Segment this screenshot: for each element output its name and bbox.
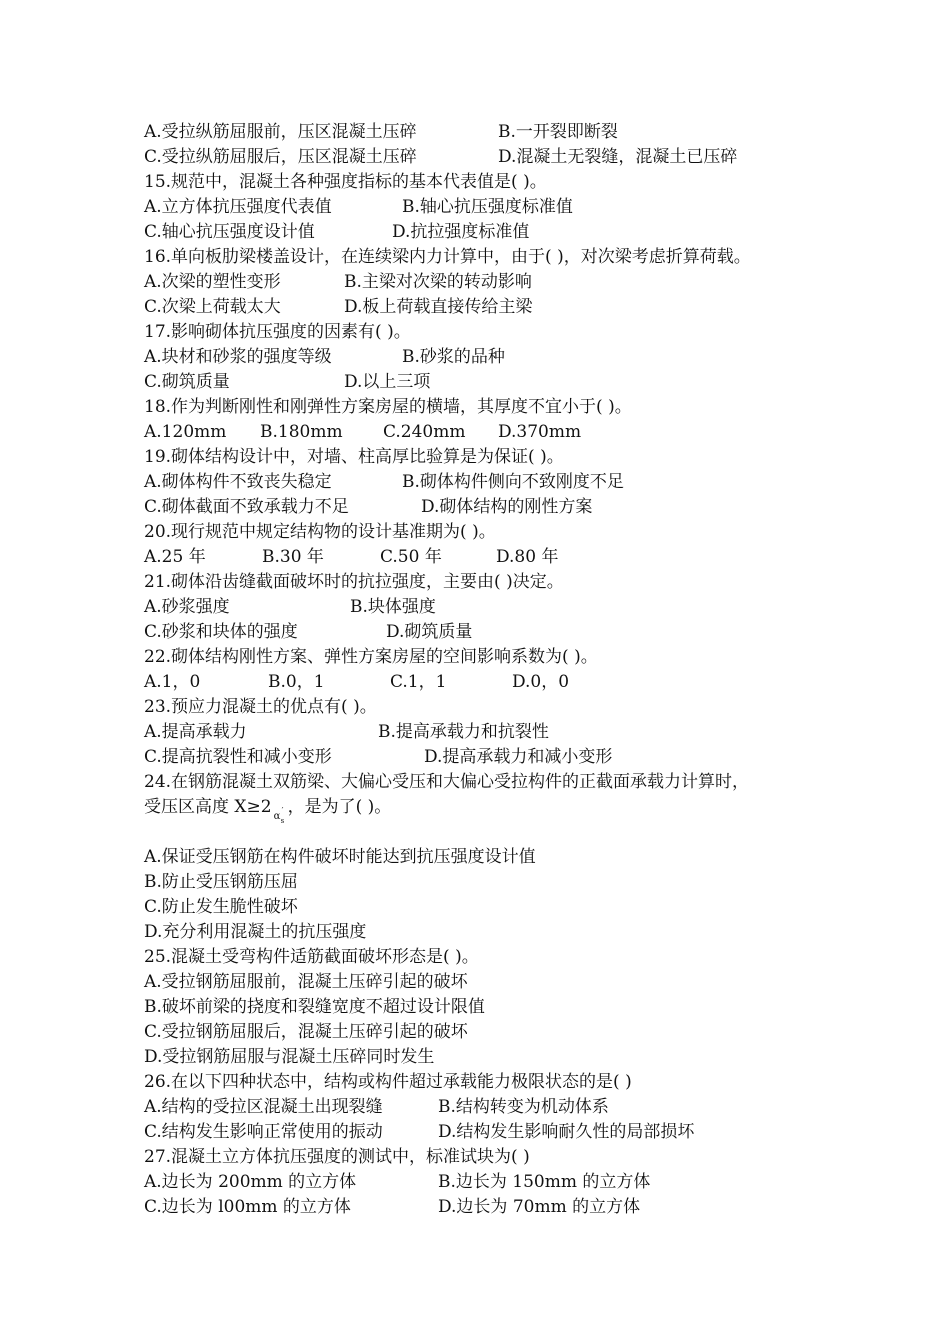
q24-option-a: A.保证受压钢筋在构件破坏时能达到抗压强度设计值: [144, 847, 536, 867]
alpha-glyph: α: [273, 811, 281, 822]
q27-option-a: A.边长为 200mm 的立方体: [144, 1172, 357, 1192]
q18-option-b: B.180mm: [260, 422, 343, 442]
q14-option-b: B.一开裂即断裂: [498, 122, 618, 142]
exam-page: [144, 120, 844, 1220]
alpha-prime: ′: [281, 806, 284, 815]
q26-option-a: A.结构的受拉区混凝土出现裂缝: [144, 1097, 383, 1117]
q22-option-c: C.1，1: [390, 672, 447, 692]
q23-option-c: C.提高抗裂性和减小变形: [144, 747, 332, 767]
q22-options: [144, 670, 844, 695]
q26-option-d: D.结构发生影响耐久性的局部损坏: [438, 1122, 695, 1142]
q21-option-d: D.砌筑质量: [386, 622, 473, 642]
q25-option-a: A.受拉钢筋屈服前，混凝土压碎引起的破坏: [144, 972, 468, 992]
alpha-subscript: s: [280, 817, 285, 825]
q19-option-d: D.砌体结构的刚性方案: [421, 497, 593, 517]
q14-options-ab: [144, 120, 844, 145]
q26-options-ab: [144, 1095, 844, 1120]
q14-option-d: D.混凝土无裂缝，混凝土已压碎: [498, 147, 738, 167]
q18-option-a: A.120mm: [144, 422, 227, 442]
q17-stem: 17.影响砌体抗压强度的因素有( )。: [144, 322, 411, 342]
q20-options: [144, 545, 844, 570]
q24-option-d: D.充分利用混凝土的抗压强度: [144, 922, 367, 942]
q23-options-cd: [144, 745, 844, 770]
q24-stem-after: ，是为了( )。: [287, 797, 392, 817]
q27-options-ab: [144, 1170, 844, 1195]
q17-option-d: D.以上三项: [344, 372, 431, 392]
q16-option-d: D.板上荷载直接传给主梁: [344, 297, 533, 317]
q18-options: [144, 420, 844, 445]
q23-option-a: A.提高承载力: [144, 722, 247, 742]
q26-option-c: C.结构发生影响正常使用的振动: [144, 1122, 383, 1142]
q21-options-cd: [144, 620, 844, 645]
q17-options-cd: [144, 370, 844, 395]
q18-option-d: D.370mm: [498, 422, 582, 442]
q15-option-c: C.轴心抗压强度设计值: [144, 222, 315, 242]
q24-stem-line2: [144, 795, 844, 845]
q27-option-c: C.边长为 l00mm 的立方体: [144, 1197, 351, 1217]
q27-option-b: B.边长为 150mm 的立方体: [438, 1172, 651, 1192]
alpha-s-prime-symbol: [272, 795, 288, 825]
q21-option-c: C.砂浆和块体的强度: [144, 622, 298, 642]
q19-stem: 19.砌体结构设计中，对墙、柱高厚比验算是为保证( )。: [144, 447, 564, 467]
q16-option-a: A.次梁的塑性变形: [144, 272, 281, 292]
q16-option-b: B.主梁对次梁的转动影响: [344, 272, 532, 292]
q15-stem: 15.规范中，混凝土各种强度指标的基本代表值是( )。: [144, 172, 547, 192]
q18-stem: 18.作为判断刚性和刚弹性方案房屋的横墙，其厚度不宜小于( )。: [144, 397, 632, 417]
q19-option-a: A.砌体构件不致丧失稳定: [144, 472, 332, 492]
q27-option-d: D.边长为 70mm 的立方体: [438, 1197, 641, 1217]
q21-option-b: B.块体强度: [350, 597, 436, 617]
q27-stem: 27.混凝土立方体抗压强度的测试中，标准试块为( ): [144, 1147, 530, 1167]
q16-options-cd: [144, 295, 844, 320]
q19-options-cd: [144, 495, 844, 520]
q15-options-cd: [144, 220, 844, 245]
q23-stem: 23.预应力混凝土的优点有( )。: [144, 697, 377, 717]
q17-option-c: C.砌筑质量: [144, 372, 230, 392]
q16-stem: 16.单向板肋梁楼盖设计，在连续梁内力计算中，由于( )，对次梁考虑折算荷载。: [144, 247, 751, 267]
q16-options-ab: [144, 270, 844, 295]
q25-stem: 25.混凝土受弯构件适筋截面破坏形态是( )。: [144, 947, 479, 967]
q24-option-b: B.防止受压钢筋压屈: [144, 872, 298, 892]
q15-options-ab: [144, 195, 844, 220]
q20-option-c: C.50 年: [380, 547, 442, 567]
q26-stem: 26.在以下四种状态中，结构或构件超过承载能力极限状态的是( ): [144, 1072, 632, 1092]
q24-stem-before: 受压区高度 X≥2: [144, 797, 272, 817]
q17-options-ab: [144, 345, 844, 370]
q18-option-c: C.240mm: [383, 422, 466, 442]
q17-option-a: A.块材和砂浆的强度等级: [144, 347, 332, 367]
q26-options-cd: [144, 1120, 844, 1145]
q26-option-b: B.结构转变为机动体系: [438, 1097, 609, 1117]
q16-option-c: C.次梁上荷载太大: [144, 297, 281, 317]
q25-option-b: B.破坏前梁的挠度和裂缝宽度不超过设计限值: [144, 997, 485, 1017]
q15-option-d: D.抗拉强度标准值: [392, 222, 530, 242]
q14-option-c: C.受拉纵筋屈服后，压区混凝土压碎: [144, 147, 417, 167]
q23-option-d: D.提高承载力和减小变形: [424, 747, 613, 767]
q25-option-d: D.受拉钢筋屈服与混凝土压碎同时发生: [144, 1047, 435, 1067]
q15-option-b: B.轴心抗压强度标准值: [402, 197, 573, 217]
q19-option-b: B.砌体构件侧向不致刚度不足: [402, 472, 624, 492]
q22-option-b: B.0，1: [268, 672, 325, 692]
q23-option-b: B.提高承载力和抗裂性: [378, 722, 549, 742]
q21-options-ab: [144, 595, 844, 620]
q24-stem-line1: 24.在钢筋混凝土双筋梁、大偏心受压和大偏心受拉构件的正截面承载力计算时，: [144, 772, 750, 792]
q20-option-b: B.30 年: [262, 547, 324, 567]
q27-options-cd: [144, 1195, 844, 1220]
q22-stem: 22.砌体结构刚性方案、弹性方案房屋的空间影响系数为( )。: [144, 647, 598, 667]
q14-options-cd: [144, 145, 844, 170]
q17-option-b: B.砂浆的品种: [402, 347, 505, 367]
q20-stem: 20.现行规范中规定结构物的设计基准期为( )。: [144, 522, 496, 542]
q19-options-ab: [144, 470, 844, 495]
q14-option-a: A.受拉纵筋屈服前，压区混凝土压碎: [144, 122, 417, 142]
q21-stem: 21.砌体沿齿缝截面破坏时的抗拉强度，主要由( )决定。: [144, 572, 564, 592]
q24-option-c: C.防止发生脆性破坏: [144, 897, 298, 917]
q15-option-a: A.立方体抗压强度代表值: [144, 197, 332, 217]
q20-option-a: A.25 年: [144, 547, 206, 567]
q23-options-ab: [144, 720, 844, 745]
q22-option-d: D.0，0: [512, 672, 570, 692]
q22-option-a: A.1，0: [144, 672, 201, 692]
q25-option-c: C.受拉钢筋屈服后，混凝土压碎引起的破坏: [144, 1022, 468, 1042]
q21-option-a: A.砂浆强度: [144, 597, 230, 617]
q19-option-c: C.砌体截面不致承载力不足: [144, 497, 349, 517]
q20-option-d: D.80 年: [496, 547, 559, 567]
